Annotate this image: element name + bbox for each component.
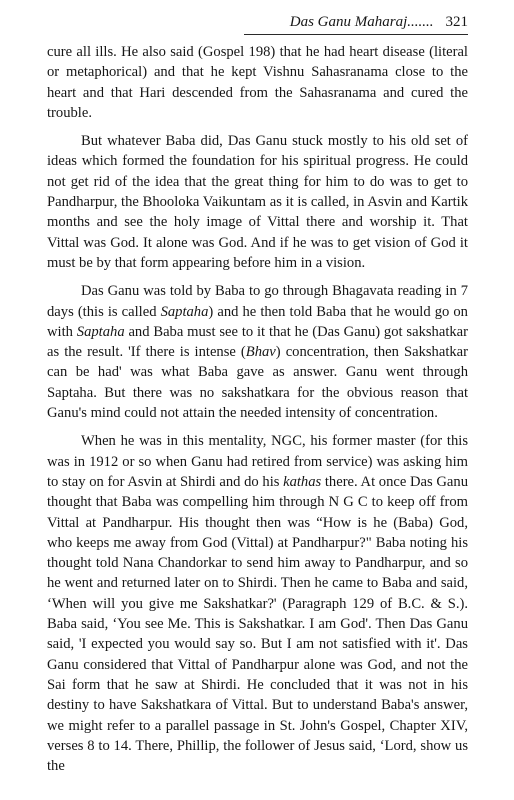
paragraph-1-text: cure all ills. He also said (Gospel 198) that he had heart disease (literal or metaphorical) and that he kept Vishnu Sahasranama close to the heart and that Hari descended from the Sahasranama and cured the trouble.	[47, 44, 468, 121]
page-number: 321	[445, 14, 468, 30]
paragraph-3	[47, 281, 468, 423]
saptaha-term: Saptaha	[76, 323, 125, 340]
paragraph-1	[47, 42, 468, 123]
paragraph-3-text-d: ) concentration, then Sakshatkar can be had' was what Baba gave as answer. Ganu went through Saptaha. But there was no sakshatkara for the obvious reason that Ganu's mind could not attain the needed intensity of concentration.	[47, 344, 469, 422]
paragraph-3-text-b: ) and he then told Baba that he would go on with	[47, 303, 468, 340]
bhav-term: Bhav	[245, 344, 276, 361]
paragraph-4	[47, 431, 468, 776]
running-header	[244, 13, 468, 35]
kathas-term: kathas	[283, 473, 322, 490]
paragraph-3-text-c: and Baba must see to it that he (Das Ganu) got sakshatkar as the result. 'If there is intense (	[47, 323, 469, 361]
paragraph-2-text: But whatever Baba did, Das Ganu stuck mostly to his old set of ideas which formed the foundation for his spiritual progress. He could not get rid of the idea that the great thing for him to do was to get to Pandharpur, the Bhooloka Vaikuntam as it is called, in Asvin and Kartik months and see the holy image of Vittal there and worship it. That Vittal was God. It alone was God. And if he was to get vision of God it must be by that form appearing before him in a vision.	[47, 133, 468, 271]
paragraph-4-text-a: When he was in this mentality, NGC, his former master (for this was in 1912 or so when Ganu had retired from service) was asking him to stay on for Asvin at Shirdi and do his	[47, 433, 468, 490]
paragraph-3-text-a: Das Ganu was told by Baba to go through Bhagavata reading in 7 days (this is called	[47, 283, 468, 320]
saptaha-term: Saptaha	[160, 303, 209, 320]
page-body	[47, 42, 468, 776]
paragraph-4-text-b: there. At once Das Ganu thought that Baba was compelling him through N G C to keep off from Vittal at Pandharpur. His thought then was “How is he (Baba) God, who keeps me away from God (Vittal) at Pandharpur?" Baba noting his thought told Nana Chandorkar to send him away to Pandharpur, and so he went and returned later on to Shirdi. Then he came to Baba and said, ‘When will you give me Sakshatkar?' (Paragraph 129 of B.C. & S.). Baba said, ‘You see Me. This is Sakshatkar. I am God'. Then Das Ganu said, 'I expected you would say so. But I am not satisfied with it'. Das Ganu considered that Vittal of Pandharpur alone was God, and not the Sai form that he saw at Shirdi. He concluded that it was not in his destiny to have Sakshatkara of Vittal. But to understand Baba's answer, we might refer to a parallel passage in St. John's Gospel, Chapter XIV, verses 8 to 14. There, Phillip, the follower of Jesus said, ‘Lord, show us the	[47, 473, 468, 775]
header-title: Das Ganu Maharaj.......	[289, 14, 434, 30]
paragraph-2	[47, 131, 468, 273]
